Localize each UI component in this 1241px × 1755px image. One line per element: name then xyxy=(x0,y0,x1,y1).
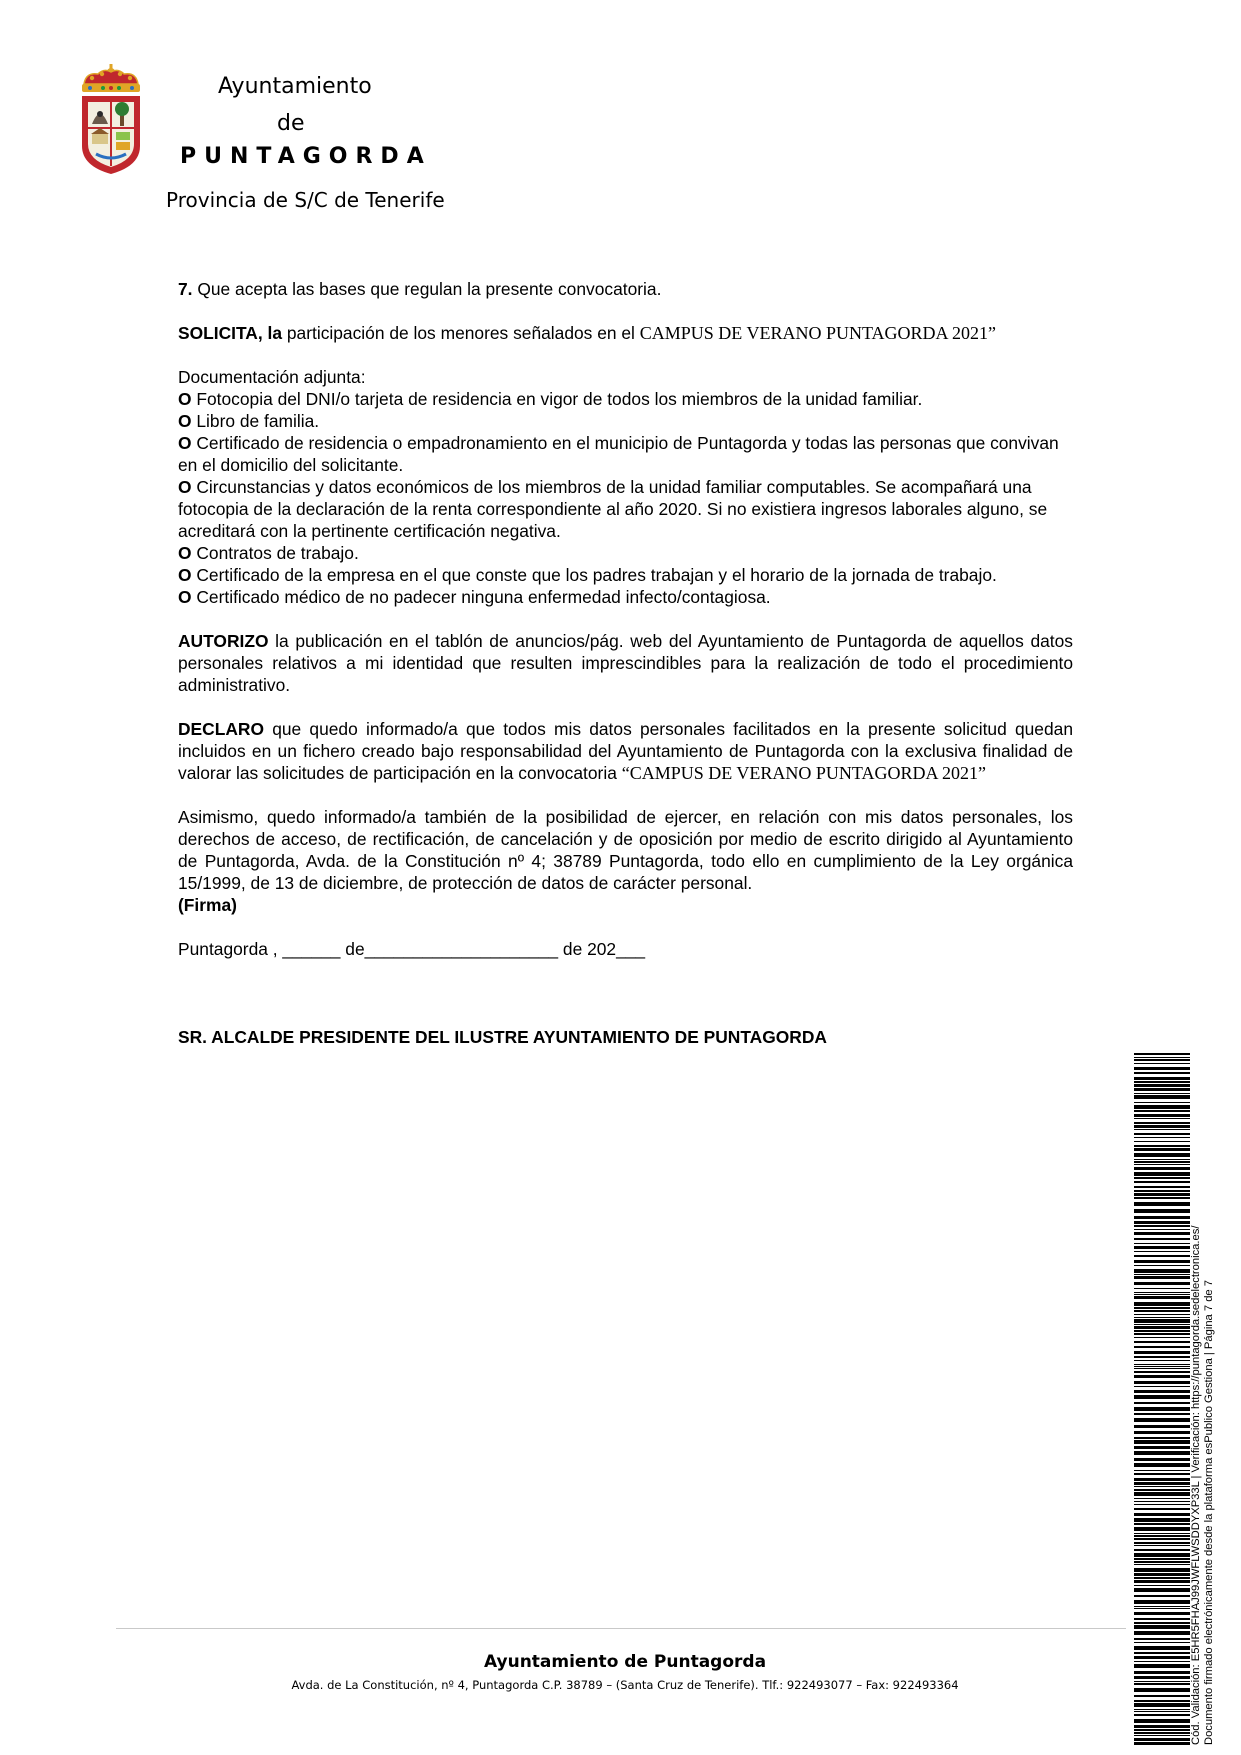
documentation-item xyxy=(178,410,1073,432)
declaro-text: que quedo informado/a que todos mis datos personales facilitados en la presente solicitud quedan incluidos en un fichero creado bajo responsabilidad del Ayuntamiento de Puntagorda con la exclusiva finalidad de valorar las solicitudes de participación en la convocatoria xyxy=(178,719,1073,783)
validation-line-1: Cód. Validación: E5HR5FHAJ99JWFLWSDDYXP33L | Verificación: https://puntagorda.sedelectronica.es/ xyxy=(1190,1225,1202,1745)
letterhead-province: Provincia de S/C de Tenerife xyxy=(166,188,445,212)
validation-code xyxy=(1190,1053,1224,1745)
letterhead-municipality: PUNTAGORDA xyxy=(180,144,432,169)
letterhead-line-2: de xyxy=(277,111,305,136)
documentation-item-text: Certificado de residencia o empadronamiento en el municipio de Puntagorda y todas las personas que convivan en el domicilio del solicitante. xyxy=(178,433,1059,475)
footer-title: Ayuntamiento de Puntagorda xyxy=(483,1652,767,1672)
addressee: SR. ALCALDE PRESIDENTE DEL ILUSTRE AYUNTAMIENTO DE PUNTAGORDA xyxy=(178,1027,827,1047)
item-7-text: Que acepta las bases que regulan la presente convocatoria. xyxy=(197,279,662,299)
checkbox-marker: O xyxy=(178,565,192,585)
barcode-icon xyxy=(1134,1053,1190,1745)
checkbox-marker: O xyxy=(178,587,192,607)
solicita-text: participación de los menores señalados en el xyxy=(286,323,635,343)
coat-of-arms-icon xyxy=(78,62,144,176)
letterhead xyxy=(0,0,1241,230)
documentation-item xyxy=(178,564,1073,586)
checkbox-marker: O xyxy=(178,477,192,497)
autorizo-label: AUTORIZO xyxy=(178,631,269,651)
documentation-item xyxy=(178,432,1073,476)
documentation-item-text: Contratos de trabajo. xyxy=(196,543,359,563)
autorizo-paragraph xyxy=(178,630,1073,696)
documentation-item-text: Certificado médico de no padecer ninguna enfermedad infecto/contagiosa. xyxy=(196,587,771,607)
autorizo-text: la publicación en el tablón de anuncios/pág. web del Ayuntamiento de Puntagorda de aquellos datos personales relativos a mi identidad que resulten imprescindibles para la realización de todo el procedimiento administrativo. xyxy=(178,631,1073,695)
checkbox-marker: O xyxy=(178,433,192,453)
checkbox-marker: O xyxy=(178,543,192,563)
signature-label: (Firma) xyxy=(178,895,237,915)
letterhead-line-1: Ayuntamiento xyxy=(218,74,372,99)
declaro-paragraph xyxy=(178,718,1073,784)
documentation-item xyxy=(178,542,1073,564)
documentation-item xyxy=(178,476,1073,542)
documentation-item-text: Libro de familia. xyxy=(196,411,320,431)
documentation-list xyxy=(178,388,1073,608)
footer-divider xyxy=(116,1628,1126,1629)
date-line: Puntagorda , ______ de____________________ de 202___ xyxy=(178,939,646,959)
solicita-campus: CAMPUS DE VERANO PUNTAGORDA 2021” xyxy=(639,323,997,343)
documentation-item-text: Fotocopia del DNI/o tarjeta de residencia en vigor de todos los miembros de la unidad familiar. xyxy=(196,389,923,409)
solicita-paragraph xyxy=(178,322,1073,344)
documentation-item-text: Circunstancias y datos económicos de los miembros de la unidad familiar computables. Se acompañará una fotocopia de la declaración de la renta correspondiente al año 2020. Si no existiera ingresos laborales alguno, se acreditará con la pertinente certificación negativa. xyxy=(178,477,1048,541)
footer-address: Avda. de La Constitución, nº 4, Puntagorda C.P. 38789 – (Santa Cruz de Tenerife). Tlf.: 922493077 – Fax: 922493364 xyxy=(291,1678,959,1692)
item-7 xyxy=(178,278,1073,300)
documentation-item xyxy=(178,388,1073,410)
documentation-heading: Documentación adjunta: xyxy=(178,367,366,387)
asimismo-paragraph: Asimismo, quedo informado/a también de la posibilidad de ejercer, en relación con mis datos personales, los derechos de acceso, de rectificación, de cancelación y de oposición por medio de escrito dirigido al Ayuntamiento de Puntagorda, Avda. de la Constitución nº 4; 38789 Puntagorda, todo ello en cumplimiento de la Ley orgánica 15/1999, de 13 de diciembre, de protección de datos de carácter personal. xyxy=(178,807,1073,893)
declaro-campus: “CAMPUS DE VERANO PUNTAGORDA 2021” xyxy=(621,763,986,783)
document-body xyxy=(178,278,1073,1048)
item-7-number: 7. xyxy=(178,279,193,299)
solicita-label: SOLICITA, la xyxy=(178,323,283,343)
documentation-item xyxy=(178,586,1073,608)
validation-line-2: Documento firmado electrónicamente desde la plataforma esPublico Gestiona | Página 7 de 7 xyxy=(1203,1280,1215,1745)
documentation-item-text: Certificado de la empresa en el que conste que los padres trabajan y el horario de la jornada de trabajo. xyxy=(196,565,997,585)
checkbox-marker: O xyxy=(178,389,192,409)
checkbox-marker: O xyxy=(178,411,192,431)
declaro-label: DECLARO xyxy=(178,719,264,739)
